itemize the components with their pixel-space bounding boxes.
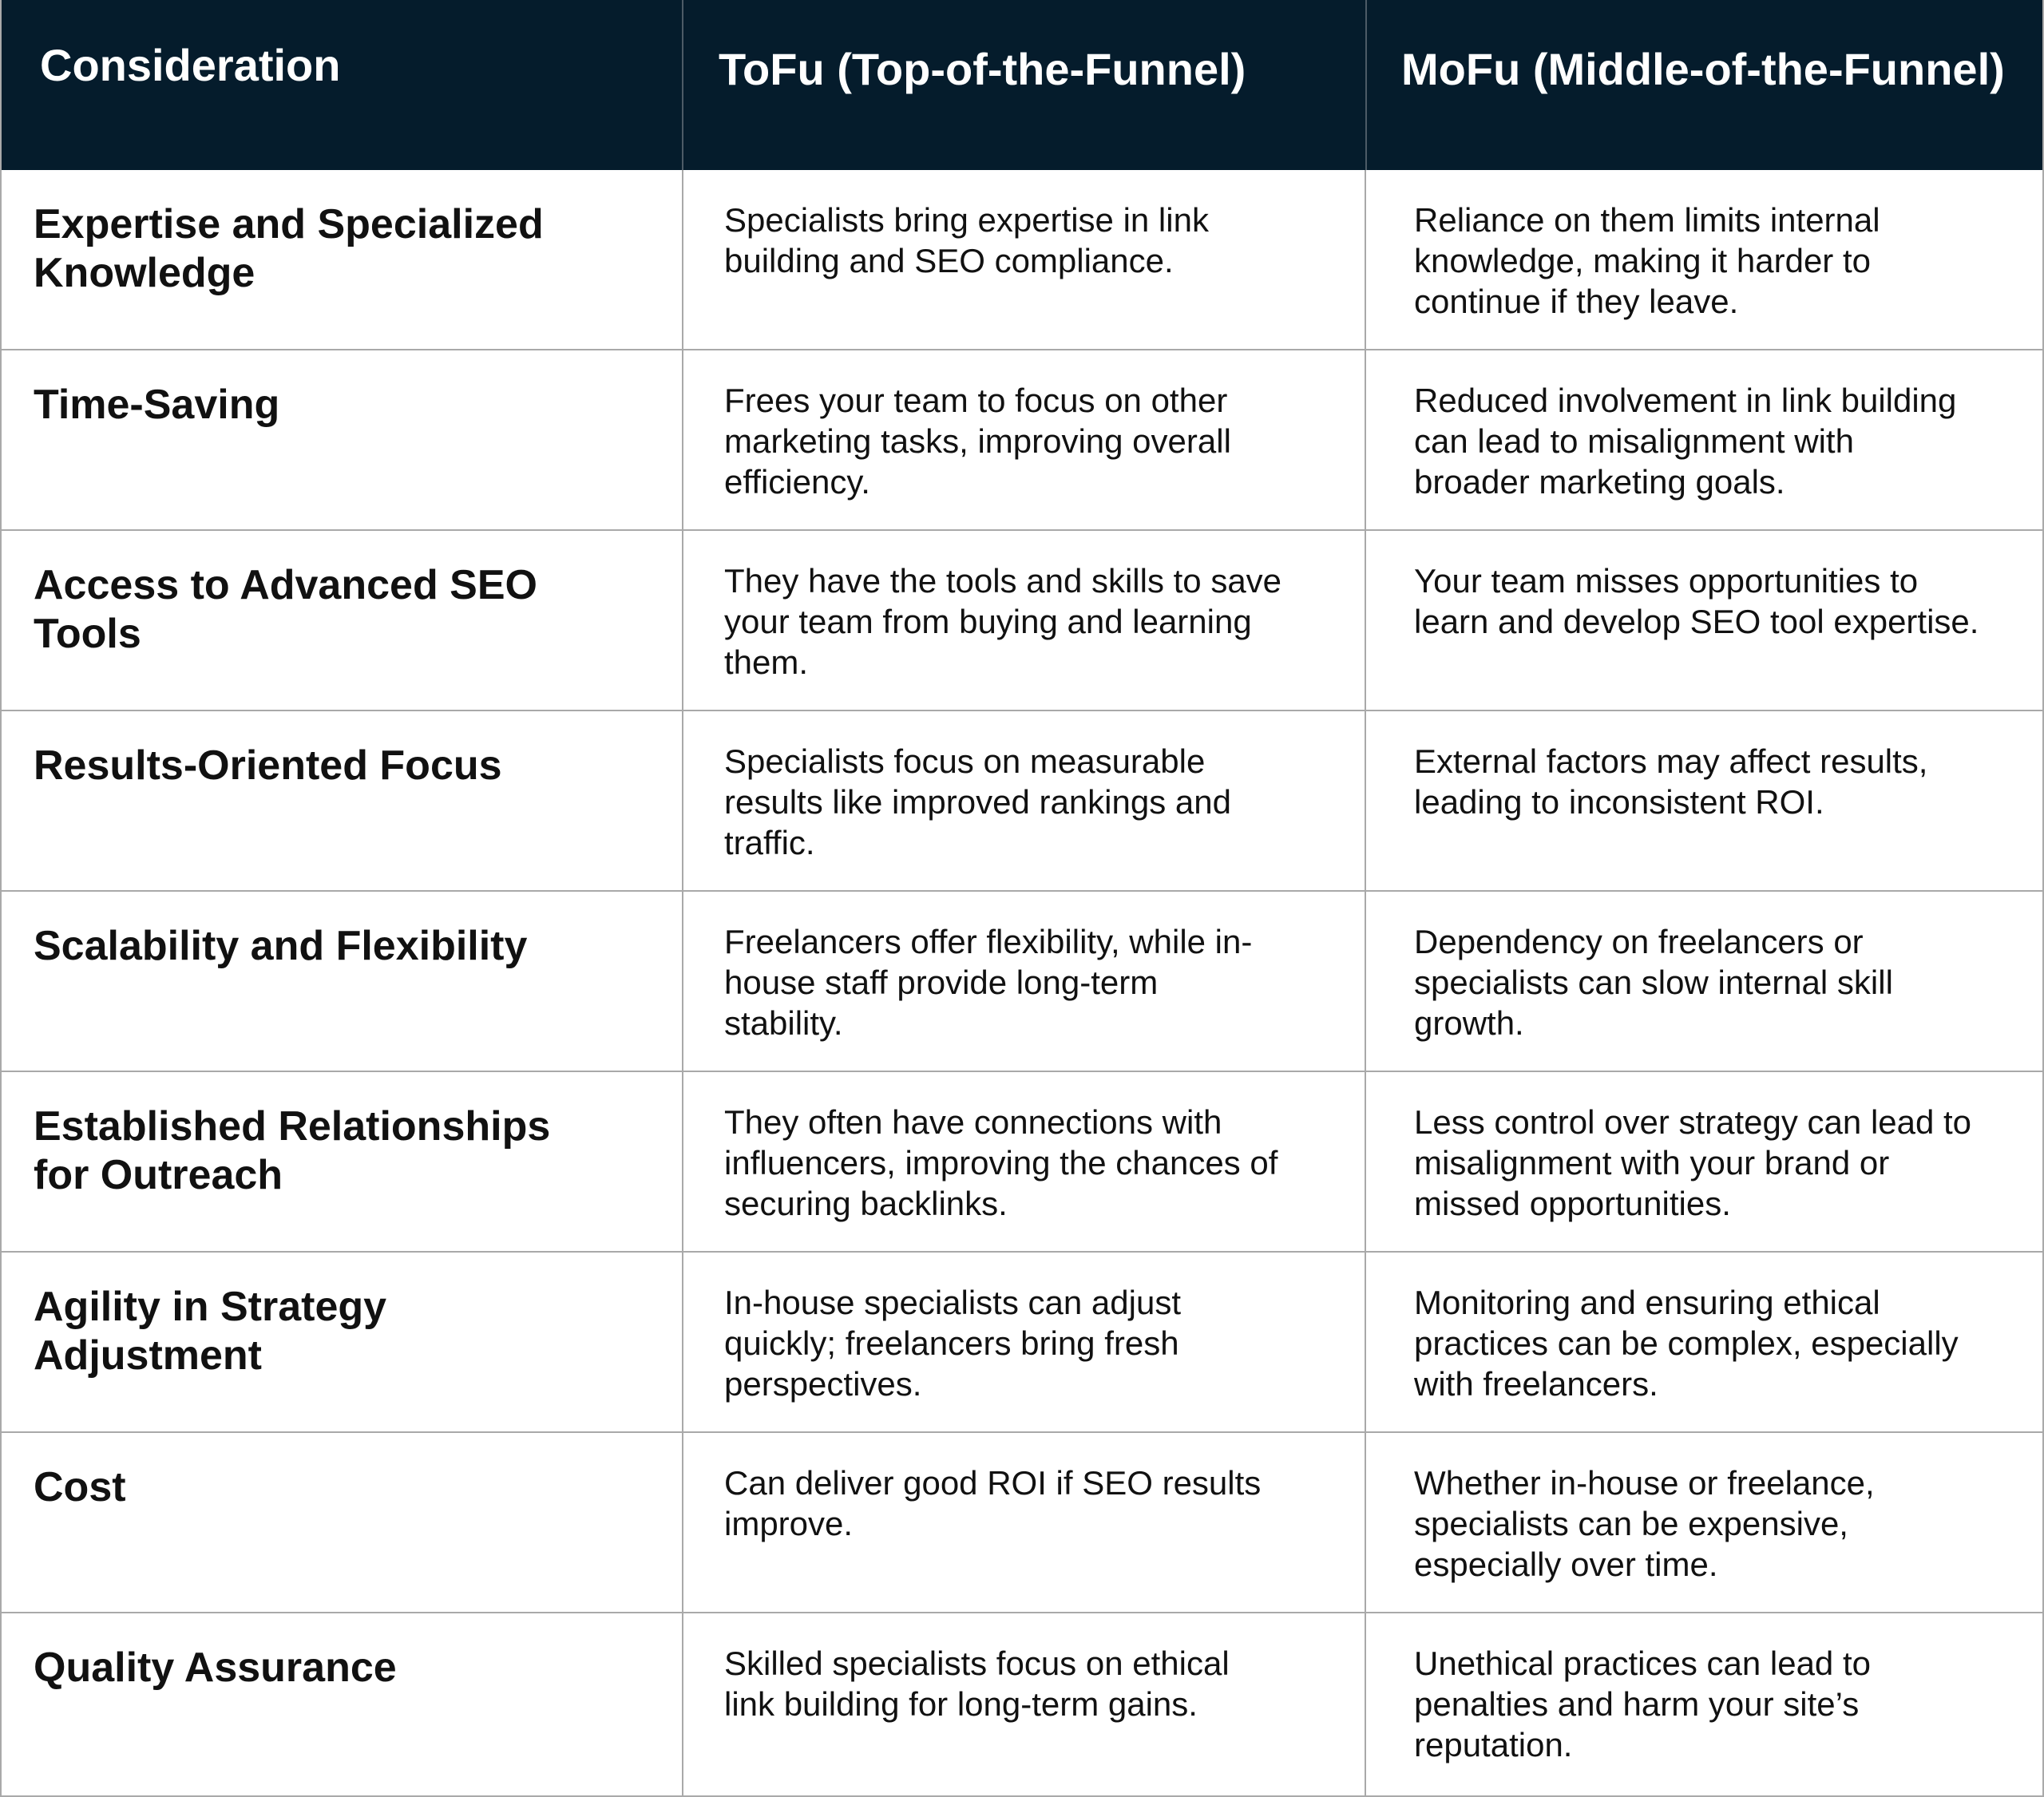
cell-line: Frees your team to focus on other	[724, 382, 1228, 419]
cell-line: practices can be complex, especially	[1414, 1324, 1959, 1362]
cell-line: Scalability and Flexibility	[34, 923, 528, 969]
column-divider	[1365, 170, 1366, 1797]
cell-line: growth.	[1414, 1003, 1524, 1042]
cell-line: traffic.	[724, 823, 815, 861]
cell-line: Expertise and Specialized	[34, 201, 544, 247]
cell-line: Whether in-house or freelance,	[1414, 1464, 1875, 1502]
cell-line: securing backlinks.	[724, 1184, 1008, 1222]
cell-line: Established Relationships	[34, 1103, 551, 1150]
table-row	[0, 1072, 2044, 1253]
header-label: Consideration	[40, 40, 341, 90]
cell-line: efficiency.	[724, 462, 870, 501]
cell-mofu	[1365, 531, 2044, 710]
table-row	[0, 892, 2044, 1072]
cell-tofu	[682, 531, 1365, 710]
cell-line: Reduced involvement in link building	[1414, 382, 1957, 419]
column-divider	[682, 170, 683, 1797]
cell-line: with freelancers.	[1414, 1364, 1658, 1403]
cell-line: building and SEO compliance.	[724, 241, 1174, 279]
cell-line: specialists can slow internal skill	[1414, 963, 1893, 1001]
cell-line: Specialists focus on measurable	[724, 742, 1206, 780]
cell-line: penalties and harm your site’s	[1414, 1684, 1860, 1723]
cell-line: knowledge, making it harder to	[1414, 241, 1871, 279]
cell-consideration	[0, 711, 682, 890]
cell-mofu	[1365, 350, 2044, 529]
cell-line: for Outreach	[34, 1152, 283, 1199]
cell-mofu	[1365, 892, 2044, 1071]
table-row	[0, 1433, 2044, 1613]
cell-line: quickly; freelancers bring fresh	[724, 1324, 1179, 1362]
cell-line: Less control over strategy can lead to	[1414, 1103, 1972, 1141]
cell-line: missed opportunities.	[1414, 1184, 1731, 1222]
table-row	[0, 1253, 2044, 1433]
cell-line: They often have connections with	[724, 1103, 1222, 1141]
cell-line: specialists can be expensive,	[1414, 1504, 1848, 1542]
cell-line: Cost	[34, 1464, 126, 1510]
cell-line: stability.	[724, 1003, 843, 1042]
cell-line: continue if they leave.	[1414, 282, 1739, 320]
header-mofu	[1367, 0, 2044, 170]
cell-tofu	[682, 350, 1365, 529]
header-label: ToFu (Top-of-the-Funnel)	[719, 44, 1246, 94]
header-tofu	[683, 0, 1365, 170]
cell-consideration	[0, 350, 682, 529]
cell-line: improve.	[724, 1504, 854, 1542]
cell-consideration	[0, 170, 682, 349]
cell-line: Dependency on freelancers or	[1414, 923, 1864, 960]
cell-line: perspectives.	[724, 1364, 922, 1403]
cell-tofu	[682, 1613, 1365, 1797]
cell-tofu	[682, 1253, 1365, 1431]
cell-line: leading to inconsistent ROI.	[1414, 782, 1824, 821]
cell-line: can lead to misalignment with	[1414, 422, 1854, 460]
cell-line: Skilled specialists focus on ethical	[724, 1645, 1230, 1682]
cell-line: house staff provide long-term	[724, 963, 1159, 1001]
cell-line: Access to Advanced SEO	[34, 562, 537, 608]
cell-line: Specialists bring expertise in link	[724, 201, 1209, 239]
cell-line: Can deliver good ROI if SEO results	[724, 1464, 1262, 1502]
cell-mofu	[1365, 1072, 2044, 1251]
cell-line: Your team misses opportunities to	[1414, 562, 1919, 600]
cell-line: marketing tasks, improving overall	[724, 422, 1231, 460]
cell-line: Time-Saving	[34, 382, 280, 428]
cell-line: External factors may affect results,	[1414, 742, 1928, 780]
cell-line: Monitoring and ensuring ethical	[1414, 1284, 1880, 1321]
cell-line: your team from buying and learning	[724, 602, 1252, 640]
cell-tofu	[682, 892, 1365, 1071]
cell-mofu	[1365, 1613, 2044, 1797]
cell-line: them.	[724, 643, 809, 681]
table-row	[0, 1613, 2044, 1797]
cell-line: misalignment with your brand or	[1414, 1143, 1890, 1182]
cell-line: Results-Oriented Focus	[34, 742, 502, 789]
cell-line: Quality Assurance	[34, 1645, 397, 1691]
header-consideration	[0, 0, 682, 170]
cell-line: learn and develop SEO tool expertise.	[1414, 602, 1979, 640]
cell-line: broader marketing goals.	[1414, 462, 1785, 501]
cell-mofu	[1365, 1253, 2044, 1431]
cell-line: Freelancers offer flexibility, while in-	[724, 923, 1253, 960]
cell-line: Adjustment	[34, 1332, 262, 1379]
cell-line: Agility in Strategy	[34, 1284, 387, 1330]
cell-consideration	[0, 1613, 682, 1797]
cell-line: reputation.	[1414, 1725, 1573, 1763]
cell-line: especially over time.	[1414, 1545, 1718, 1583]
table-row	[0, 170, 2044, 350]
cell-line: results like improved rankings and	[724, 782, 1231, 821]
cell-tofu	[682, 711, 1365, 890]
table-row	[0, 350, 2044, 531]
cell-line: They have the tools and skills to save	[724, 562, 1282, 600]
table-row	[0, 531, 2044, 711]
cell-line: link building for long-term gains.	[724, 1684, 1198, 1723]
table-header	[0, 0, 2044, 170]
cell-line: Reliance on them limits internal	[1414, 201, 1880, 239]
cell-consideration	[0, 1433, 682, 1612]
cell-line: Unethical practices can lead to	[1414, 1645, 1871, 1682]
cell-consideration	[0, 1253, 682, 1431]
cell-line: Tools	[34, 611, 141, 658]
table-row	[0, 711, 2044, 892]
cell-line: influencers, improving the chances of	[724, 1143, 1278, 1182]
cell-consideration	[0, 892, 682, 1071]
cell-tofu	[682, 1072, 1365, 1251]
cell-mofu	[1365, 711, 2044, 890]
cell-line: Knowledge	[34, 250, 256, 297]
cell-tofu	[682, 170, 1365, 349]
cell-line: In-house specialists can adjust	[724, 1284, 1181, 1321]
cell-tofu	[682, 1433, 1365, 1612]
cell-consideration	[0, 1072, 682, 1251]
header-label: MoFu (Middle-of-the-Funnel)	[1401, 44, 2005, 94]
cell-mofu	[1365, 1433, 2044, 1612]
cell-consideration	[0, 531, 682, 710]
cell-mofu	[1365, 170, 2044, 349]
